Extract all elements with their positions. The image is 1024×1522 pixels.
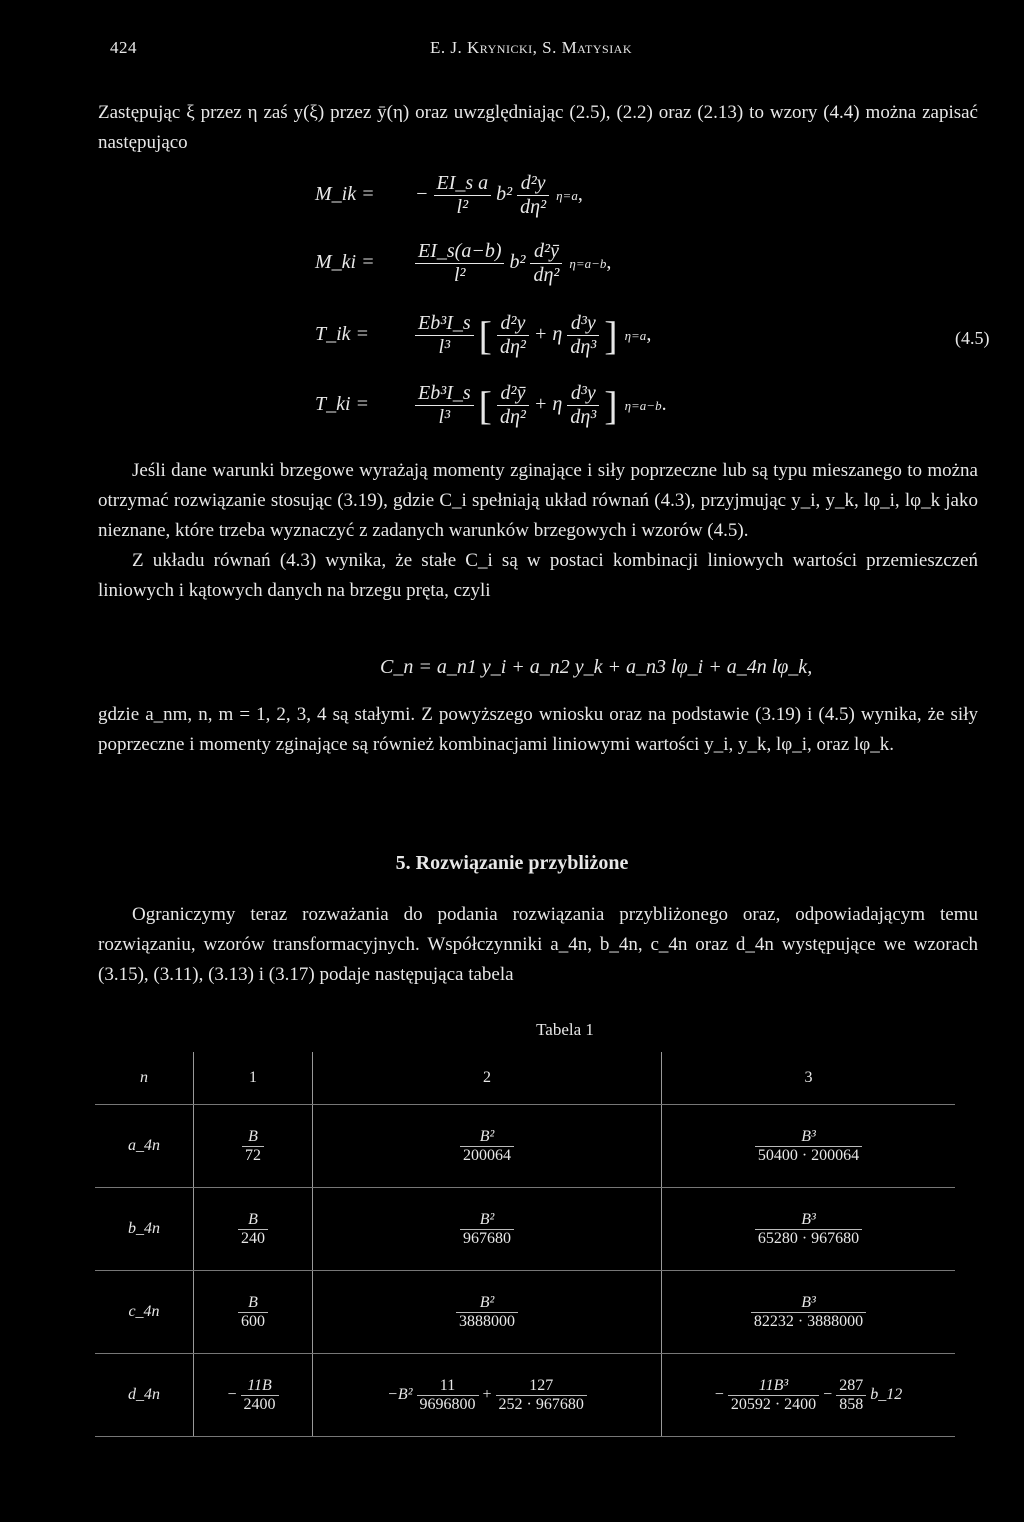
table-cell: $\frac{B}{600}$ [194,1271,313,1354]
table-cell: $\frac{\text{B²}}{967680}$ [313,1188,662,1271]
eq-t-ki-eval: η=a−b [624,398,662,414]
eq-t-ik-eval: η=a [624,328,647,344]
eq-t-ik-lhs: T_ik = [315,323,370,346]
equation-m-ik: M_ik = − $\frac{\text{EI\_s a}}{\text{l²}}$ b² $\frac{\text{d²y}}{\text{dη²}}$ η=a, [315,172,583,218]
table-row [95,1105,955,1188]
row-label: b_4n [95,1188,194,1271]
table-cell: $\frac{\text{B³}}{82232 \cdot 3888000}$ [662,1271,956,1354]
table-head-3: 3 [662,1052,956,1105]
body-text-2 [98,700,978,760]
table-cell: $\frac{\text{B²}}{200064}$ [313,1105,662,1188]
row-label: d_4n [95,1354,194,1437]
eq-t-ik-d3: $\frac{\text{d³y}}{\text{dη³}}$ [567,312,599,359]
equation-t-ki: T_ki = $\frac{\text{Eb³I\_s}}{\text{l³}}$ [ $\frac{\text{d²ȳ}}{\text{dη²}}$ + η $\frac{\text{d³y}}{\text{dη³}}$ ] η=a−b. [315,382,667,428]
eq-m-ki-eval: η=a−b [569,256,607,272]
eq-t-ki-d2: $\frac{\text{d²ȳ}}{\text{dη²}}$ [497,382,529,429]
section-text [98,900,978,990]
table-cell: − $\frac{11B}{2400}$ [194,1354,313,1437]
table-cell: −B² $\frac{11}{9696800}$ + $\frac{127}{252 \cdot 967680}$ [313,1354,662,1437]
eq-m-ik-coef: $\frac{\text{EI\_s a}}{\text{l²}}$ [434,172,492,219]
eq-m-ik-lhs: M_ik = [315,183,375,206]
table-cell: − $\frac{\text{11B³}}{20592 \cdot 2400}$ − $\frac{287}{858}$ b_12 [662,1354,956,1437]
eq-m-ki-deriv: $\frac{\text{d²ȳ}}{\text{dη²}}$ [530,240,562,287]
section-title: 5. Rozwiązanie przybliżone [395,852,629,874]
formula-c-n: C_n = a_n1 y_i + a_n2 y_k + a_n3 lφ_i + a_4n lφ_k, [380,656,813,678]
body-paragraph-2: Z układu równań (4.3) wynika, że stałe C_i są w postaci kombinacji liniowych wartości przemieszczeń liniowych i kątowych danych na brzegu pręta, czyli [98,550,978,601]
row-label: a_4n [95,1105,194,1188]
equation-t-ik: T_ik = $\frac{\text{Eb³I\_s}}{\text{l³}}$ [ $\frac{\text{d²y}}{\text{dη²}}$ + η $\frac{\text{d³y}}{\text{dη³}}$ ] η=a, [315,312,652,358]
page-number: 424 [110,38,137,57]
coefficient-table [95,1052,955,1437]
table-cell: $\frac{B}{240}$ [194,1188,313,1271]
table-head-2: 2 [313,1052,662,1105]
eq-m-ki-lhs: M_ki = [315,251,375,274]
running-head-authors: E. J. Krynicki, S. Matysiak [430,38,633,57]
eq-m-ki-coef: $\frac{EI\_s(a-b)}{\text{l²}}$ [415,240,504,287]
table-cell: $\frac{\text{B³}}{65280 \cdot 967680}$ [662,1188,956,1271]
table-caption: Tabela 1 [536,1020,594,1039]
table-head-n: n [95,1052,194,1105]
intro-text: Zastępując ξ przez η zaś y(ξ) przez ȳ(η) oraz uwzględniając (2.5), (2.2) oraz (2.13) to wzory (4.4) można zapisać następująco [98,102,978,153]
eq-t-ki-d3: $\frac{\text{d³y}}{\text{dη³}}$ [567,382,599,429]
intro-paragraph [98,98,978,158]
table-head-1: 1 [194,1052,313,1105]
eq-m-ik-eval: η=a [556,188,578,204]
table-cell: $\frac{B}{72}$ [194,1105,313,1188]
eq-t-ik-coef: $\frac{\text{Eb³I\_s}}{\text{l³}}$ [415,312,474,359]
equation-label: (4.5) [955,328,990,348]
table-cell: $\frac{\text{B²}}{3888000}$ [313,1271,662,1354]
eq-t-ki-coef: $\frac{\text{Eb³I\_s}}{\text{l³}}$ [415,382,474,429]
table-cell: $\frac{\text{B³}}{50400 \cdot 200064}$ [662,1105,956,1188]
section-paragraph-1: Ograniczymy teraz rozważania do podania rozwiązania przybliżonego oraz, odpowiadającym temu rozwiązaniu, wzorów transformacyjnych. Współczynniki a_4n, b_4n, c_4n oraz d_4n występujące we wzorach (3.15), (3.11), (3.13) i (3.17) podaje następująca tabela [98,904,978,985]
eq-m-ik-deriv: $\frac{\text{d²y}}{\text{dη²}}$ [517,172,549,219]
table-header-row [95,1052,955,1105]
table-row [95,1271,955,1354]
row-label: c_4n [95,1271,194,1354]
table-row-d [95,1354,955,1437]
body-paragraph-1: Jeśli dane warunki brzegowe wyrażają momenty zginające i siły poprzeczne lub są typu mieszanego to można otrzymać rozwiązanie stosując (3.19), gdzie C_i spełniają układ równań (4.3), przyjmując y_i, y_k, lφ_i, lφ_k jako nieznane, które trzeba wyznaczyć z zadanych warunków brzegowych i wzorów (4.5). [98,460,978,541]
body-text [98,456,978,606]
table-row [95,1188,955,1271]
eq-t-ki-lhs: T_ki = [315,393,370,416]
body-paragraph-3: gdzie a_nm, n, m = 1, 2, 3, 4 są stałymi. Z powyższego wniosku oraz na podstawie (3.19) i (4.5) wynika, że siły poprzeczne i momenty zginające są również kombinacjami liniowymi wartości y_i, y_k, lφ_i, oraz lφ_k. [98,704,978,755]
equation-m-ki: M_ki = $\frac{EI\_s(a-b)}{\text{l²}}$ b² $\frac{\text{d²ȳ}}{\text{dη²}}$ η=a−b, [315,240,612,286]
eq-t-ik-d2: $\frac{\text{d²y}}{\text{dη²}}$ [497,312,529,359]
